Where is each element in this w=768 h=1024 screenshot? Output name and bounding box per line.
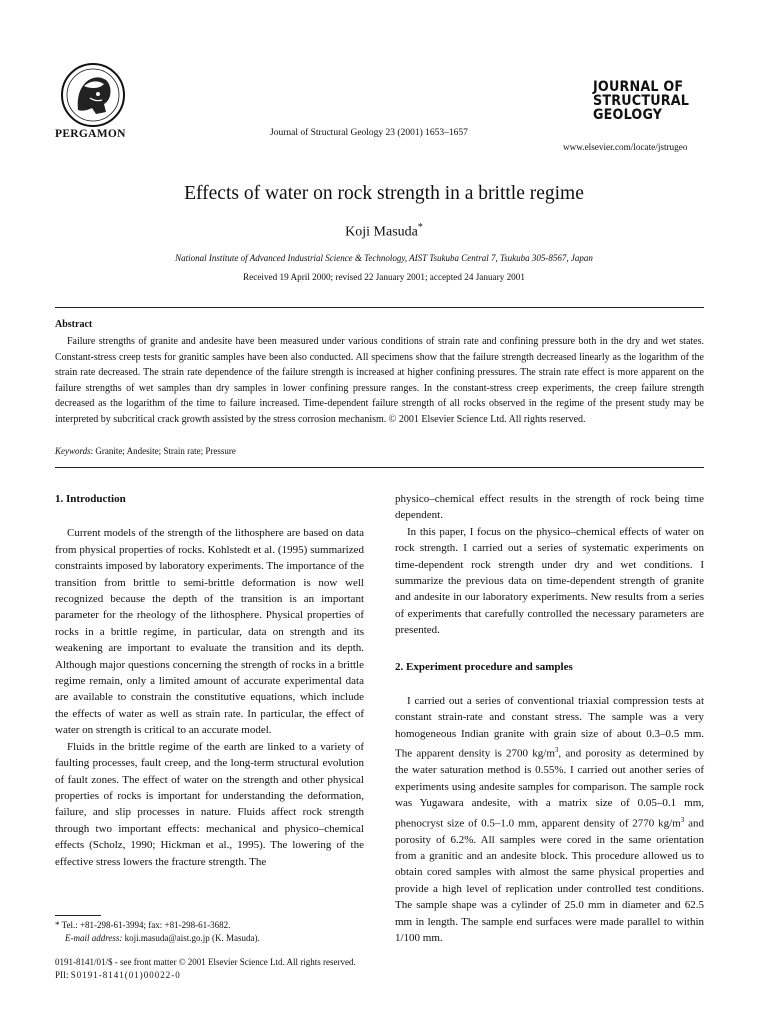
superscript: 3 [680, 815, 685, 824]
paragraph: physico–chemical effect results in the strength of rock being time dependent. [395, 493, 704, 522]
footnote-rule [55, 915, 101, 916]
abstract-heading: Abstract [55, 319, 93, 330]
keywords-label: Keywords [55, 446, 91, 456]
right-column [395, 491, 704, 946]
footnote-email-line [55, 932, 364, 945]
pii-line [55, 969, 356, 982]
left-column [55, 491, 364, 870]
pii-value: S0191-8141(01)00022-0 [70, 970, 181, 980]
received-dates: Received 19 April 2000; revised 22 January 2001; accepted 24 January 2001 [243, 272, 525, 282]
journal-logo-line: GEOLOGY [593, 107, 663, 123]
publisher-seal-icon [60, 62, 126, 128]
paragraph: Current models of the strength of the lithosphere are based on data from physical properties of rocks. Kohlstedt et al. (1995) summarized constraints imposed by laboratory experiments. The importance of the transition from brittle to semi-brittle deformation is now well recognized because the depth of the transition is an important parameter for the rheology of the lithosphere. Physical properties of rocks in a brittle regime, in particular, data on strength and its weakening are important to evaluate the transition and its depth. Although major questions concerning the strength of rocks in a brittle regime remain, only a limited amount of accurate experimental data are available to constrain the constitutive equations, which include the effects of water as well as strain rate. In particular, the effect of water on strength is critical to an accurate model. [55, 527, 364, 737]
keywords-list: : Granite; Andesite; Strain rate; Pressure [90, 446, 236, 456]
journal-logo-line: STRUCTURAL [593, 93, 690, 109]
journal-logo-line: JOURNAL OF [593, 79, 684, 95]
journal-url-link[interactable]: www.elsevier.com/locate/jstrugeo [563, 142, 688, 152]
journal-citation: Journal of Structural Geology 23 (2001) 1653–1657 [270, 128, 468, 138]
author-footnote [55, 919, 364, 945]
paragraph-text: and porosity of 6.2%. All samples were cored in the same orientation from a granitic and an andesite block. This procedure allowed us to obtain cored samples with almost the same physical properties and provide a high level of replication under controlled test conditions. The sample shape was a cylinder of 25.0 mm in diameter and 62.5 mm in length. The sample end surfaces were made parallel to within 1/100 mm. [395, 817, 704, 945]
pii-label: PII: [55, 970, 71, 980]
author-affiliation: National Institute of Advanced Industrial Science & Technology, AIST Tsukuba Central 7, Tsukuba 305-8567, Japan [175, 253, 593, 263]
paragraph-text: , and porosity as determined by the water saturation method is 0.55%. I carried out another series of experiments using andesite samples for comparison. The sample rock was Yugawara andesite, with a matrix size of 0.05–0.1 mm, phenocryst size of 0.5–1.0 mm, apparent density of 2770 kg/m [395, 747, 704, 830]
email-label: E-mail address: [65, 933, 123, 943]
author-footnote-mark[interactable]: * [417, 222, 423, 233]
divider [55, 307, 704, 308]
paragraph: Fluids in the brittle regime of the earth are linked to a variety of faulting processes, fault creep, and the long-term structural evolution of fault zones. The effect of water on the strength and other physical properties of rocks is important for understanding the deformation, failure, and slip processes in nature. Fluids affect rock strength through two important effects: mechanical and physico–chemical effects (Scholz, 1990; Hickman et al., 1995). The lowering of the effective stress lowers the fracture strength. The [55, 740, 364, 868]
paragraph [395, 693, 704, 946]
divider [55, 467, 704, 468]
footnote-contact: * Tel.: +81-298-61-3994; fax: +81-298-61-3682. [55, 920, 231, 930]
article-author [0, 222, 768, 241]
section-heading: 2. Experiment procedure and samples [395, 660, 573, 673]
paragraph: In this paper, I focus on the physico–chemical effects of water on rock strength. I carried out a series of systematic experiments on time-dependent rock strength under dry and wet conditions. I summarize the previous data on time-dependent strength of granite and andesite in our laboratory experiments. New results from a series of experiments that carefully controlled the necessary parameters are presented. [395, 525, 704, 637]
front-matter [55, 956, 356, 982]
article-title: Effects of water on rock strength in a brittle regime [184, 183, 584, 204]
journal-logo [593, 80, 699, 122]
keywords [55, 446, 236, 456]
abstract-body: Failure strengths of granite and andesite have been measured under various conditions of strain rate and confining pressure both in the dry and wet states. Constant-stress creep tests for granitic samples have been also conducted. All specimens show that the failure strength decreased linearly as the logarithm of the strain rate decreased. The strain rate dependence of the failure strength is increased at higher confining pressures. The strain rate effect is more apparent on the failure strengths of wet samples than dry samples in lower confining pressure ranges. In the constant-stress creep experiments, the creep failure strength decreased as the logarithm of the time to failure increased. Time-dependent failure strength of all rocks observed in the regime of the present study may be interpreted by subcritical crack growth assisted by the stress corrosion mechanism. © 2001 Elsevier Science Ltd. All rights reserved. [55, 336, 704, 425]
author-name: Koji Masuda [345, 224, 418, 240]
section-heading: 1. Introduction [55, 493, 126, 505]
copyright-line: 0191-8141/01/$ - see front matter © 2001 Elsevier Science Ltd. All rights reserved. [55, 957, 356, 967]
superscript: 3 [554, 746, 559, 755]
publisher-name: PERGAMON [55, 128, 126, 140]
email-address[interactable]: koji.masuda@aist.go.jp (K. Masuda). [122, 933, 260, 943]
paragraph-text: I carried out a series of conventional triaxial compression tests at constant strain-rate and constant stress. The sample was a very homogeneous Indian granite with grain size of about 0.3–0.5 mm. The apparent density is 2700 kg/m [395, 695, 704, 760]
